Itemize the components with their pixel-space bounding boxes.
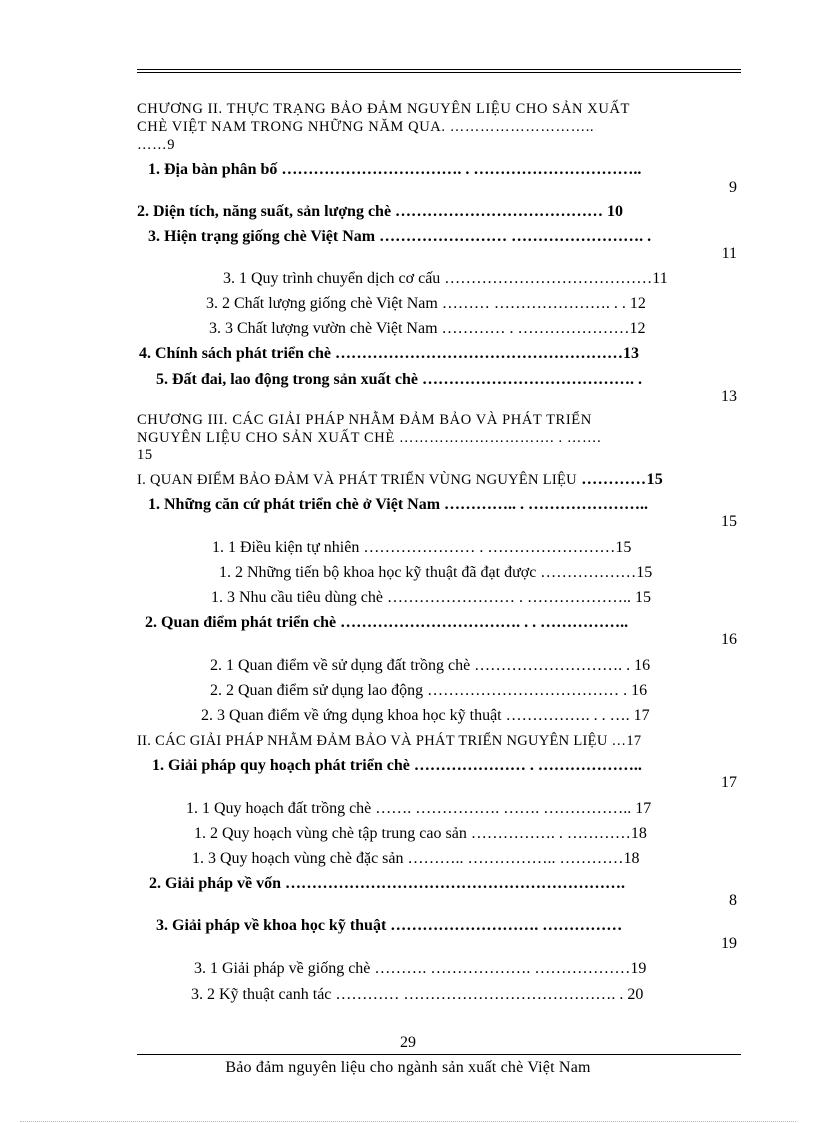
toc-entry[interactable]: 3. 1 Quy trình chuyển dịch cơ cấu …………………………………11 [223, 270, 668, 287]
toc-entry[interactable]: 1. 1 Điều kiện tự nhiên ………………… . ……………………15 [212, 539, 632, 556]
toc-entry[interactable]: 2. 3 Quan điểm về ứng dụng khoa học kỹ thuật ……………. . . …. 17 [201, 707, 650, 724]
toc-entry[interactable]: 1. Địa bàn phân bố ……………………………. . ………………………….. [148, 161, 642, 178]
toc-entry[interactable]: 2. Quan điểm phát triển chè ……………………………. . . …………….. [145, 614, 629, 631]
toc-entry[interactable]: 1. Giải pháp quy hoạch phát triển chè ………………… . ……………….. [152, 757, 642, 774]
header-rule [137, 72, 741, 73]
toc-entry[interactable]: 3. 2 Kỹ thuật canh tác ………… …………………………………. . 20 [191, 986, 644, 1003]
toc-page-number: 9 [729, 179, 737, 196]
toc-entry[interactable]: 3. Hiện trạng giống chè Việt Nam …………………… ……………………. . [148, 228, 652, 245]
toc-page-number: 16 [721, 631, 737, 648]
toc-page-number: 8 [729, 892, 737, 909]
section-heading[interactable] [137, 470, 663, 490]
header-rule [137, 69, 741, 70]
toc-entry[interactable]: 3. 3 Chất lượng vườn chè Việt Nam ………… . …………………12 [209, 320, 646, 337]
page-number: 29 [400, 1034, 416, 1051]
chapter-heading: CHÈ VIỆT NAM TRONG NHỮNG NĂM QUA. ……………………….. [137, 119, 595, 135]
section-heading-text: I. QUAN ĐIỂM BẢO ĐẢM VÀ PHÁT TRIỂN VÙNG NGUYÊN LIỆU [137, 472, 577, 488]
chapter-page: ……9 [137, 137, 176, 153]
toc-entry[interactable]: 2. Giải pháp về vốn ………………………………………………………. [149, 875, 626, 892]
toc-entry[interactable]: 1. Những căn cứ phát triển chè ở Việt Nam ………….. . ………………….. [148, 496, 649, 513]
toc-entry[interactable]: 3. Giải pháp về khoa học kỹ thuật ………………………. …………… [156, 917, 623, 934]
section-heading[interactable]: II. CÁC GIẢI PHÁP NHẰM ĐẢM BẢO VÀ PHÁT TRIỂN NGUYÊN LIỆU …17 [137, 733, 642, 749]
toc-entry[interactable]: 1. 2 Những tiến bộ khoa học kỹ thuật đã đạt được ………………15 [219, 564, 653, 581]
toc-entry[interactable]: 1. 3 Nhu cầu tiêu dùng chè …………………… . ……………….. 15 [211, 589, 651, 606]
section-heading-page: …………15 [576, 471, 664, 488]
chapter-heading: CHƯƠNG II. THỰC TRẠNG BẢO ĐẢM NGUYÊN LIỆU CHO SẢN XUẤT [137, 101, 630, 117]
toc-page-number: 19 [721, 935, 737, 952]
toc-page-number: 17 [721, 774, 737, 791]
toc-entry[interactable]: 1. 2 Quy hoạch vùng chè tập trung cao sản ……………. . …………18 [194, 825, 647, 842]
toc-page-number: 11 [721, 245, 737, 262]
toc-entry[interactable]: 2. Diện tích, năng suất, sản lượng chè ………………………………… 10 [137, 203, 624, 220]
toc-entry[interactable]: 1. 1 Quy hoạch đất trồng chè ……. ……………. ……. …………….. 17 [186, 800, 652, 817]
toc-entry[interactable]: 2. 2 Quan điểm sử dụng lao động ……………………………… . 16 [210, 682, 648, 699]
chapter-heading: CHƯƠNG III. CÁC GIẢI PHÁP NHẰM ĐẢM BẢO VÀ PHÁT TRIỂN [137, 412, 592, 428]
toc-page-number: 15 [721, 513, 737, 530]
toc-entry[interactable]: 2. 1 Quan điểm về sử dụng đất trồng chè ………………………. . 16 [210, 657, 651, 674]
footer-title: Bảo đảm nguyên liệu cho ngành sản xuất chè Việt Nam [225, 1059, 591, 1076]
toc-entry[interactable]: 1. 3 Quy hoạch vùng chè đặc sản ……….. …………….. …………18 [192, 850, 640, 867]
chapter-heading: NGUYÊN LIỆU CHO SẢN XUẤT CHÈ …………………………. . ……. [137, 430, 602, 446]
chapter-page: 15 [137, 447, 153, 463]
page-bottom-border [20, 1121, 796, 1122]
toc-entry[interactable]: 5. Đất đai, lao động trong sản xuất chè …………………………………. . [156, 371, 642, 388]
toc-entry[interactable]: 4. Chính sách phát triển chè ………………………………………………13 [139, 345, 640, 362]
toc-entry[interactable]: 3. 2 Chất lượng giống chè Việt Nam ……… …………………. . . 12 [206, 295, 646, 312]
toc-entry[interactable]: 3. 1 Giải pháp về giống chè ………. ………………. ………………19 [194, 960, 647, 977]
footer-rule [137, 1054, 741, 1055]
toc-page-number: 13 [721, 388, 737, 405]
